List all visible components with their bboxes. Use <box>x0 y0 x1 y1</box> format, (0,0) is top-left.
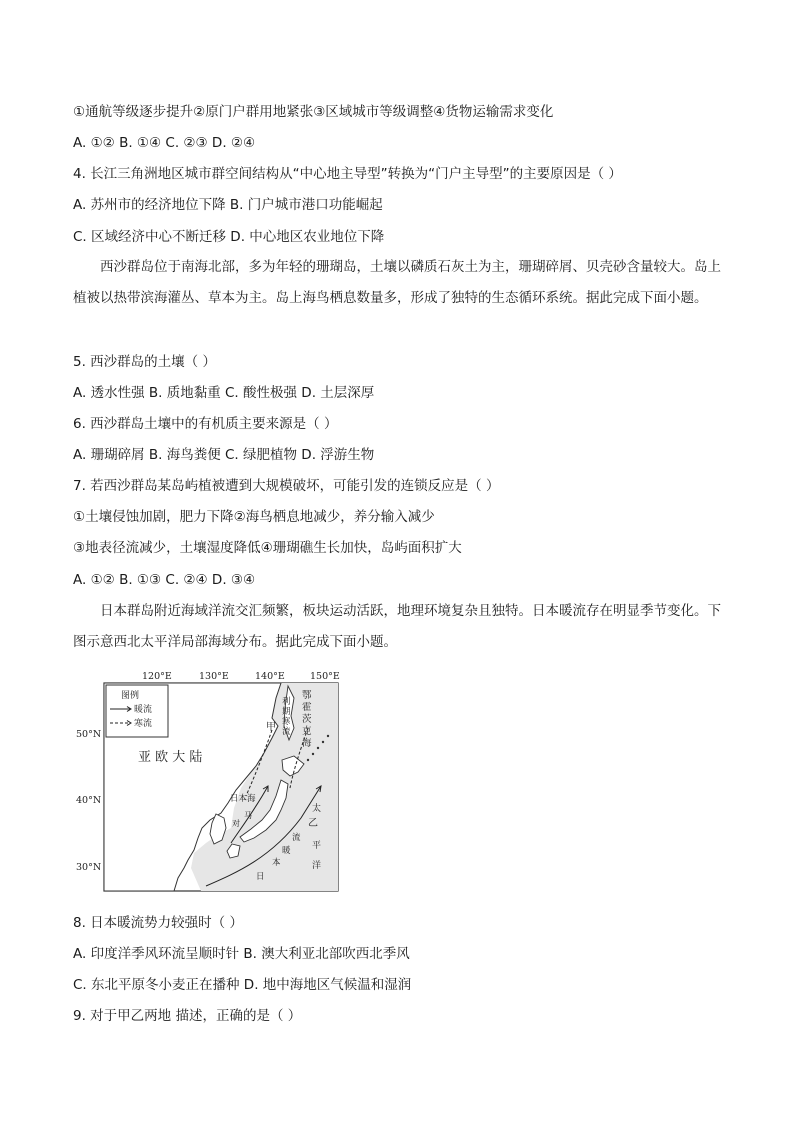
xisha-passage: 西沙群岛位于南海北部，多为年轻的珊瑚岛，土壤以磷质石灰土为主，珊瑚碎屑、贝壳砂含量较大。岛上植被以热带滨海灌丛、草本为主。岛上海鸟栖息数量多，形成了独特的生态循环系统。据此完成下面小题。 <box>73 259 721 306</box>
kuril-char-3: 寒 <box>282 717 291 727</box>
tsushima-char-2: 马 <box>244 811 252 820</box>
question-8: 8. 日本暖流势力较强时（ ） <box>73 915 243 931</box>
pacific-char-1: 太 <box>312 804 322 814</box>
q7-statements-2: ③地表径流减少，土壤湿度降低④珊瑚礁生长加快，岛屿面积扩大 <box>73 540 462 556</box>
kuroshio-char-4: 流 <box>292 833 301 843</box>
question-6: 6. 西沙群岛土壤中的有机质主要来源是（ ） <box>73 416 338 432</box>
q4-options-cd: C. 区域经济中心不断迁移 D. 中心地区农业地位下降 <box>73 229 385 245</box>
tsushima-char-1: 对 <box>232 819 240 828</box>
okhotsk-char-1: 鄂 <box>302 690 312 701</box>
legend-cold: 寒流 <box>134 719 153 729</box>
kuril-char-2: 期 <box>282 707 291 717</box>
map-figure <box>76 668 346 893</box>
sea-of-japan-label: 日本海 <box>230 794 256 804</box>
eurasia-label: 亚 欧 大 陆 <box>138 750 203 765</box>
okhotsk-sea-label <box>302 690 312 749</box>
options-line-1: ①通航等级逐步提升②原门户群用地紧张③区域城市等级调整④货物运输需求变化 <box>73 104 554 120</box>
location-jia-label: 甲 <box>266 722 276 733</box>
okhotsk-char-4: 克 <box>302 726 312 737</box>
kuroshio-char-3: 暖 <box>282 846 291 856</box>
answer-options-q3: A. ①② B. ①④ C. ②③ D. ②④ <box>73 135 256 151</box>
okhotsk-char-2: 霍 <box>302 702 312 713</box>
northwest-pacific-map <box>76 668 346 893</box>
kuroshio-char-1: 日 <box>256 872 265 882</box>
lon-label-120: 120°E <box>142 671 172 682</box>
question-5: 5. 西沙群岛的土壤（ ） <box>73 354 216 370</box>
location-yi-label: 乙 <box>308 818 318 829</box>
question-7: 7. 若西沙群岛某岛屿植被遭到大规模破坏，可能引发的连锁反应是（ ） <box>73 478 500 494</box>
legend-warm: 暖流 <box>134 705 153 715</box>
kuril-char-1: 利 <box>282 697 291 707</box>
lat-label-30: 30°N <box>76 862 102 873</box>
lat-label-50: 50°N <box>76 729 102 740</box>
q7-options: A. ①② B. ①③ C. ②④ D. ③④ <box>73 572 256 588</box>
q5-options: A. 透水性强 B. 质地黏重 C. 酸性极强 D. 土层深厚 <box>73 385 375 401</box>
q7-statements-1: ①土壤侵蚀加剧，肥力下降②海鸟栖息地减少，养分输入减少 <box>73 509 435 525</box>
kuril-current-label <box>282 696 291 737</box>
pacific-char-2: 平 <box>312 841 322 851</box>
kuroshio-char-2: 本 <box>272 858 281 868</box>
lon-label-150: 150°E <box>310 671 340 682</box>
question-9: 9. 对于甲乙两地 描述，正确的是（ ） <box>73 1008 302 1024</box>
okhotsk-char-5: 海 <box>302 738 312 749</box>
question-4: 4. 长江三角洲地区城市群空间结构从“中心地主导型”转换为“门户主导型”的主要原因是（ ） <box>73 166 622 182</box>
lon-label-140: 140°E <box>255 671 285 682</box>
q4-options-ab: A. 苏州市的经济地位下降 B. 门户城市港口功能崛起 <box>73 197 383 213</box>
q8-options-ab: A. 印度洋季风环流呈顺时针 B. 澳大利亚北部吹西北季风 <box>73 946 410 962</box>
lon-label-130: 130°E <box>199 671 229 682</box>
lat-label-40: 40°N <box>76 795 102 806</box>
pacific-char-3: 洋 <box>312 861 322 871</box>
map-legend <box>106 685 168 737</box>
legend-title: 图例 <box>121 691 140 701</box>
okhotsk-char-3: 茨 <box>302 714 312 725</box>
kuril-char-4: 流 <box>282 727 291 737</box>
japan-passage: 日本群岛附近海域洋流交汇频繁，板块运动活跃，地理环境复杂且独特。日本暖流存在明显季节变化。下图示意西北太平洋局部海域分布。据此完成下面小题。 <box>73 603 721 650</box>
q6-options: A. 珊瑚碎屑 B. 海鸟粪便 C. 绿肥植物 D. 浮游生物 <box>73 447 375 463</box>
q8-options-cd: C. 东北平原冬小麦正在播种 D. 地中海地区气候温和湿润 <box>73 977 412 993</box>
